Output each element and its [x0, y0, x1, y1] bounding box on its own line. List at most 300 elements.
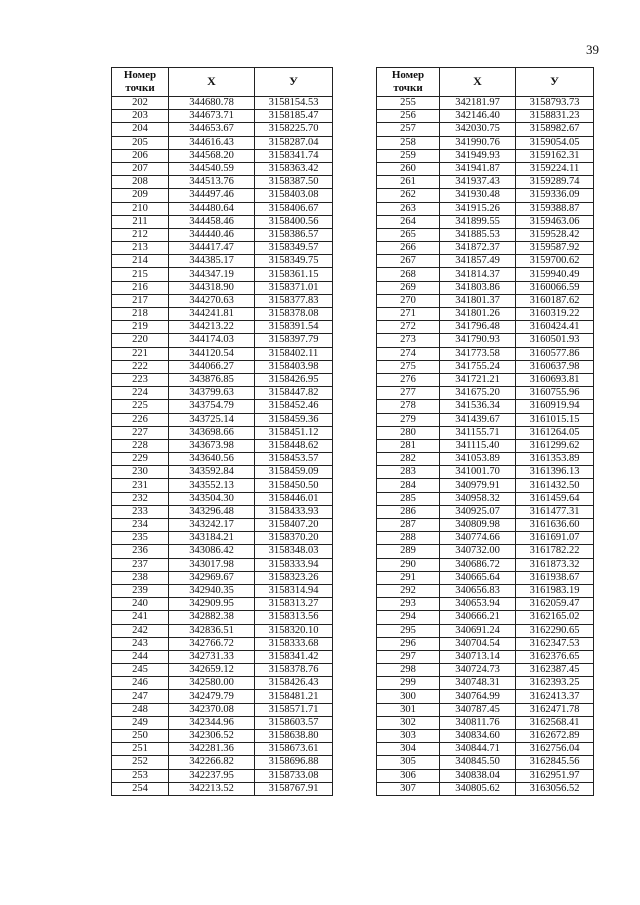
cell-y: 3159940.49 — [516, 268, 594, 281]
table-row — [112, 505, 333, 518]
table-row — [377, 162, 594, 175]
cell-y: 3162347.53 — [516, 637, 594, 650]
table-row — [112, 202, 333, 215]
cell-x: 341155.71 — [440, 426, 516, 439]
cell-x: 344174.03 — [169, 334, 255, 347]
table-row — [377, 242, 594, 255]
table-row — [377, 466, 594, 479]
cell-y: 3159336.09 — [516, 189, 594, 202]
table-row — [112, 716, 333, 729]
cell-x: 343184.21 — [169, 532, 255, 545]
cell-point-number: 273 — [377, 334, 440, 347]
cell-y: 3163056.52 — [516, 782, 594, 795]
cell-y: 3158363.42 — [255, 162, 333, 175]
cell-y: 3158333.68 — [255, 637, 333, 650]
cell-point-number: 299 — [377, 677, 440, 690]
cell-x: 343698.66 — [169, 426, 255, 439]
table-row — [112, 347, 333, 360]
cell-point-number: 229 — [112, 453, 169, 466]
table-row — [377, 136, 594, 149]
cell-point-number: 265 — [377, 228, 440, 241]
cell-x: 344347.19 — [169, 268, 255, 281]
cell-point-number: 254 — [112, 782, 169, 795]
cell-x: 343017.98 — [169, 558, 255, 571]
cell-x: 343592.84 — [169, 466, 255, 479]
cell-y: 3158696.88 — [255, 756, 333, 769]
cell-point-number: 283 — [377, 466, 440, 479]
cell-point-number: 297 — [377, 650, 440, 663]
cell-y: 3159388.87 — [516, 202, 594, 215]
cell-x: 341872.37 — [440, 242, 516, 255]
cell-y: 3158378.08 — [255, 308, 333, 321]
cell-point-number: 281 — [377, 439, 440, 452]
cell-y: 3161691.07 — [516, 532, 594, 545]
table-row — [112, 176, 333, 189]
cell-y: 3162413.37 — [516, 690, 594, 703]
cell-y: 3158320.10 — [255, 624, 333, 637]
table-row — [377, 281, 594, 294]
table-row — [112, 690, 333, 703]
table-row — [112, 519, 333, 532]
cell-point-number: 236 — [112, 545, 169, 558]
cell-point-number: 300 — [377, 690, 440, 703]
cell-x: 340834.60 — [440, 730, 516, 743]
cell-x: 341053.89 — [440, 453, 516, 466]
header-y: У — [255, 68, 333, 97]
cell-point-number: 211 — [112, 215, 169, 228]
cell-x: 340704.54 — [440, 637, 516, 650]
table-row — [112, 492, 333, 505]
cell-x: 340811.76 — [440, 716, 516, 729]
cell-point-number: 209 — [112, 189, 169, 202]
table-row — [112, 624, 333, 637]
cell-x: 341001.70 — [440, 466, 516, 479]
table-row — [377, 571, 594, 584]
cell-y: 3158349.75 — [255, 255, 333, 268]
cell-x: 342766.72 — [169, 637, 255, 650]
cell-x: 344385.17 — [169, 255, 255, 268]
cell-x: 342146.40 — [440, 110, 516, 123]
cell-point-number: 263 — [377, 202, 440, 215]
cell-point-number: 215 — [112, 268, 169, 281]
cell-y: 3158323.26 — [255, 571, 333, 584]
table-row — [377, 400, 594, 413]
cell-point-number: 206 — [112, 149, 169, 162]
cell-point-number: 204 — [112, 123, 169, 136]
cell-y: 3158446.01 — [255, 492, 333, 505]
table-row — [112, 611, 333, 624]
cell-point-number: 217 — [112, 294, 169, 307]
cell-x: 341937.43 — [440, 176, 516, 189]
table-row — [112, 162, 333, 175]
table-row — [377, 149, 594, 162]
cell-x: 342909.95 — [169, 598, 255, 611]
table-row — [377, 255, 594, 268]
header-x: X — [169, 68, 255, 97]
cell-point-number: 242 — [112, 624, 169, 637]
cell-point-number: 294 — [377, 611, 440, 624]
cell-x: 342580.00 — [169, 677, 255, 690]
cell-point-number: 234 — [112, 519, 169, 532]
table-row — [377, 202, 594, 215]
cell-y: 3158333.94 — [255, 558, 333, 571]
cell-point-number: 304 — [377, 743, 440, 756]
table-row — [377, 347, 594, 360]
cell-x: 341803.86 — [440, 281, 516, 294]
cell-y: 3158287.04 — [255, 136, 333, 149]
cell-y: 3158403.08 — [255, 189, 333, 202]
table-row — [112, 532, 333, 545]
table-row — [112, 373, 333, 386]
cell-y: 3160319.22 — [516, 308, 594, 321]
cell-x: 343552.13 — [169, 479, 255, 492]
cell-point-number: 241 — [112, 611, 169, 624]
cell-y: 3161432.50 — [516, 479, 594, 492]
table-row — [112, 149, 333, 162]
cell-x: 342882.38 — [169, 611, 255, 624]
cell-x: 341675.20 — [440, 387, 516, 400]
cell-y: 3160637.98 — [516, 360, 594, 373]
cell-y: 3158387.50 — [255, 176, 333, 189]
cell-y: 3159054.05 — [516, 136, 594, 149]
table-row — [377, 677, 594, 690]
cell-y: 3158447.82 — [255, 387, 333, 400]
cell-x: 344568.20 — [169, 149, 255, 162]
cell-y: 3158348.03 — [255, 545, 333, 558]
cell-x: 340925.07 — [440, 505, 516, 518]
cell-y: 3159587.92 — [516, 242, 594, 255]
table-row — [112, 479, 333, 492]
cell-point-number: 232 — [112, 492, 169, 505]
cell-point-number: 267 — [377, 255, 440, 268]
cell-y: 3158448.62 — [255, 439, 333, 452]
cell-y: 3158638.80 — [255, 730, 333, 743]
cell-x: 343086.42 — [169, 545, 255, 558]
cell-y: 3158459.36 — [255, 413, 333, 426]
cell-x: 341115.40 — [440, 439, 516, 452]
table-row — [112, 268, 333, 281]
cell-point-number: 302 — [377, 716, 440, 729]
table-row — [112, 413, 333, 426]
table-header-row — [112, 68, 333, 97]
cell-point-number: 288 — [377, 532, 440, 545]
cell-x: 343504.30 — [169, 492, 255, 505]
cell-point-number: 282 — [377, 453, 440, 466]
cell-point-number: 249 — [112, 716, 169, 729]
cell-y: 3159700.62 — [516, 255, 594, 268]
table-row — [377, 334, 594, 347]
table-row — [377, 97, 594, 110]
cell-y: 3158982.67 — [516, 123, 594, 136]
cell-x: 342370.08 — [169, 703, 255, 716]
cell-y: 3161264.05 — [516, 426, 594, 439]
table-row — [377, 492, 594, 505]
table-row — [377, 637, 594, 650]
table-row — [112, 558, 333, 571]
cell-point-number: 266 — [377, 242, 440, 255]
cell-y: 3158433.93 — [255, 505, 333, 518]
cell-point-number: 210 — [112, 202, 169, 215]
header-x: X — [440, 68, 516, 97]
cell-y: 3158426.43 — [255, 677, 333, 690]
table-row — [112, 677, 333, 690]
table-row — [377, 189, 594, 202]
cell-y: 3158831.23 — [516, 110, 594, 123]
cell-point-number: 290 — [377, 558, 440, 571]
table-row — [377, 650, 594, 663]
table-row — [112, 242, 333, 255]
cell-y: 3162059.47 — [516, 598, 594, 611]
cell-x: 342836.51 — [169, 624, 255, 637]
cell-x: 343640.56 — [169, 453, 255, 466]
cell-point-number: 246 — [112, 677, 169, 690]
cell-y: 3161782.22 — [516, 545, 594, 558]
cell-point-number: 280 — [377, 426, 440, 439]
cell-x: 340958.32 — [440, 492, 516, 505]
cell-x: 340845.50 — [440, 756, 516, 769]
coordinates-table-right — [376, 67, 594, 796]
cell-y: 3158453.57 — [255, 453, 333, 466]
cell-x: 341801.37 — [440, 294, 516, 307]
cell-x: 340838.04 — [440, 769, 516, 782]
table-row — [377, 624, 594, 637]
table-row — [377, 598, 594, 611]
cell-point-number: 272 — [377, 321, 440, 334]
table-row — [112, 756, 333, 769]
cell-point-number: 243 — [112, 637, 169, 650]
table-row — [112, 664, 333, 677]
table-row — [377, 110, 594, 123]
cell-point-number: 207 — [112, 162, 169, 175]
cell-x: 344616.43 — [169, 136, 255, 149]
cell-x: 344480.64 — [169, 202, 255, 215]
cell-y: 3158603.57 — [255, 716, 333, 729]
table-row — [377, 268, 594, 281]
cell-point-number: 258 — [377, 136, 440, 149]
cell-y: 3158450.50 — [255, 479, 333, 492]
cell-point-number: 208 — [112, 176, 169, 189]
cell-y: 3161938.67 — [516, 571, 594, 584]
cell-x: 340732.00 — [440, 545, 516, 558]
cell-y: 3158361.15 — [255, 268, 333, 281]
table-row — [377, 426, 594, 439]
cell-y: 3159162.31 — [516, 149, 594, 162]
cell-point-number: 213 — [112, 242, 169, 255]
cell-point-number: 248 — [112, 703, 169, 716]
cell-x: 344497.46 — [169, 189, 255, 202]
table-row — [377, 519, 594, 532]
cell-x: 340979.91 — [440, 479, 516, 492]
cell-y: 3162672.89 — [516, 730, 594, 743]
cell-x: 342213.52 — [169, 782, 255, 795]
cell-x: 343876.85 — [169, 373, 255, 386]
cell-point-number: 221 — [112, 347, 169, 360]
cell-y: 3158481.21 — [255, 690, 333, 703]
cell-point-number: 235 — [112, 532, 169, 545]
cell-point-number: 223 — [112, 373, 169, 386]
cell-y: 3162165.02 — [516, 611, 594, 624]
header-point-number: Номер точки — [112, 68, 169, 97]
table-row — [112, 439, 333, 452]
cell-point-number: 285 — [377, 492, 440, 505]
cell-x: 340686.72 — [440, 558, 516, 571]
cell-y: 3158154.53 — [255, 97, 333, 110]
table-header-row — [377, 68, 594, 97]
cell-point-number: 231 — [112, 479, 169, 492]
cell-x: 340656.83 — [440, 584, 516, 597]
cell-x: 341857.49 — [440, 255, 516, 268]
table-row — [377, 373, 594, 386]
cell-x: 340774.66 — [440, 532, 516, 545]
cell-x: 343296.48 — [169, 505, 255, 518]
cell-point-number: 264 — [377, 215, 440, 228]
header-point-number: Номер точки — [377, 68, 440, 97]
cell-y: 3160066.59 — [516, 281, 594, 294]
cell-y: 3158313.56 — [255, 611, 333, 624]
cell-x: 341536.34 — [440, 400, 516, 413]
cell-x: 340805.62 — [440, 782, 516, 795]
cell-point-number: 293 — [377, 598, 440, 611]
cell-point-number: 276 — [377, 373, 440, 386]
cell-y: 3158313.27 — [255, 598, 333, 611]
cell-x: 342969.67 — [169, 571, 255, 584]
cell-y: 3159528.42 — [516, 228, 594, 241]
cell-x: 340691.24 — [440, 624, 516, 637]
cell-point-number: 298 — [377, 664, 440, 677]
cell-x: 340653.94 — [440, 598, 516, 611]
cell-y: 3162756.04 — [516, 743, 594, 756]
cell-x: 340764.99 — [440, 690, 516, 703]
cell-y: 3158400.56 — [255, 215, 333, 228]
cell-y: 3158371.01 — [255, 281, 333, 294]
cell-x: 341439.67 — [440, 413, 516, 426]
table-row — [377, 545, 594, 558]
cell-x: 342281.36 — [169, 743, 255, 756]
cell-x: 341790.93 — [440, 334, 516, 347]
table-row — [377, 584, 594, 597]
cell-x: 340666.21 — [440, 611, 516, 624]
cell-y: 3158459.09 — [255, 466, 333, 479]
cell-y: 3159289.74 — [516, 176, 594, 189]
cell-point-number: 261 — [377, 176, 440, 189]
cell-y: 3161396.13 — [516, 466, 594, 479]
cell-x: 341755.24 — [440, 360, 516, 373]
cell-point-number: 303 — [377, 730, 440, 743]
table-row — [112, 637, 333, 650]
cell-x: 341885.53 — [440, 228, 516, 241]
cell-point-number: 255 — [377, 97, 440, 110]
table-row — [377, 479, 594, 492]
cell-x: 344680.78 — [169, 97, 255, 110]
cell-x: 341796.48 — [440, 321, 516, 334]
cell-y: 3158673.61 — [255, 743, 333, 756]
cell-x: 341721.21 — [440, 373, 516, 386]
cell-y: 3159463.06 — [516, 215, 594, 228]
cell-x: 342181.97 — [440, 97, 516, 110]
cell-point-number: 205 — [112, 136, 169, 149]
cell-y: 3162471.78 — [516, 703, 594, 716]
cell-x: 340787.45 — [440, 703, 516, 716]
table-row — [377, 505, 594, 518]
cell-x: 344673.71 — [169, 110, 255, 123]
table-row — [377, 532, 594, 545]
cell-point-number: 252 — [112, 756, 169, 769]
table-row — [112, 769, 333, 782]
cell-y: 3162845.56 — [516, 756, 594, 769]
page-number: 39 — [586, 42, 599, 57]
cell-point-number: 222 — [112, 360, 169, 373]
cell-y: 3158386.57 — [255, 228, 333, 241]
table-row — [112, 584, 333, 597]
cell-x: 340713.14 — [440, 650, 516, 663]
cell-x: 341949.93 — [440, 149, 516, 162]
cell-point-number: 225 — [112, 400, 169, 413]
cell-point-number: 253 — [112, 769, 169, 782]
cell-x: 342479.79 — [169, 690, 255, 703]
cell-point-number: 292 — [377, 584, 440, 597]
table-row — [112, 123, 333, 136]
cell-x: 341915.26 — [440, 202, 516, 215]
table-row — [112, 703, 333, 716]
table-row — [112, 571, 333, 584]
table-row — [377, 321, 594, 334]
cell-y: 3161477.31 — [516, 505, 594, 518]
cell-y: 3160424.41 — [516, 321, 594, 334]
cell-y: 3161299.62 — [516, 439, 594, 452]
cell-x: 344270.63 — [169, 294, 255, 307]
cell-point-number: 269 — [377, 281, 440, 294]
cell-x: 341814.37 — [440, 268, 516, 281]
cell-point-number: 259 — [377, 149, 440, 162]
cell-y: 3162376.65 — [516, 650, 594, 663]
cell-point-number: 237 — [112, 558, 169, 571]
cell-point-number: 301 — [377, 703, 440, 716]
cell-y: 3161459.64 — [516, 492, 594, 505]
cell-y: 3162568.41 — [516, 716, 594, 729]
table-row — [377, 360, 594, 373]
cell-x: 344066.27 — [169, 360, 255, 373]
table-row — [112, 281, 333, 294]
table-row — [377, 387, 594, 400]
cell-x: 340724.73 — [440, 664, 516, 677]
cell-y: 3158426.95 — [255, 373, 333, 386]
table-body-left — [112, 97, 333, 796]
table-row — [377, 769, 594, 782]
cell-point-number: 275 — [377, 360, 440, 373]
cell-y: 3158378.76 — [255, 664, 333, 677]
cell-point-number: 216 — [112, 281, 169, 294]
cell-x: 343725.14 — [169, 413, 255, 426]
cell-point-number: 244 — [112, 650, 169, 663]
cell-point-number: 257 — [377, 123, 440, 136]
table-row — [112, 294, 333, 307]
cell-x: 340665.64 — [440, 571, 516, 584]
cell-point-number: 279 — [377, 413, 440, 426]
table-row — [377, 664, 594, 677]
cell-x: 340844.71 — [440, 743, 516, 756]
cell-x: 342659.12 — [169, 664, 255, 677]
table-row — [112, 189, 333, 202]
table-row — [377, 743, 594, 756]
table-row — [377, 716, 594, 729]
cell-y: 3158571.71 — [255, 703, 333, 716]
cell-point-number: 260 — [377, 162, 440, 175]
cell-x: 344653.67 — [169, 123, 255, 136]
cell-x: 342344.96 — [169, 716, 255, 729]
cell-y: 3160693.81 — [516, 373, 594, 386]
cell-point-number: 289 — [377, 545, 440, 558]
cell-point-number: 240 — [112, 598, 169, 611]
